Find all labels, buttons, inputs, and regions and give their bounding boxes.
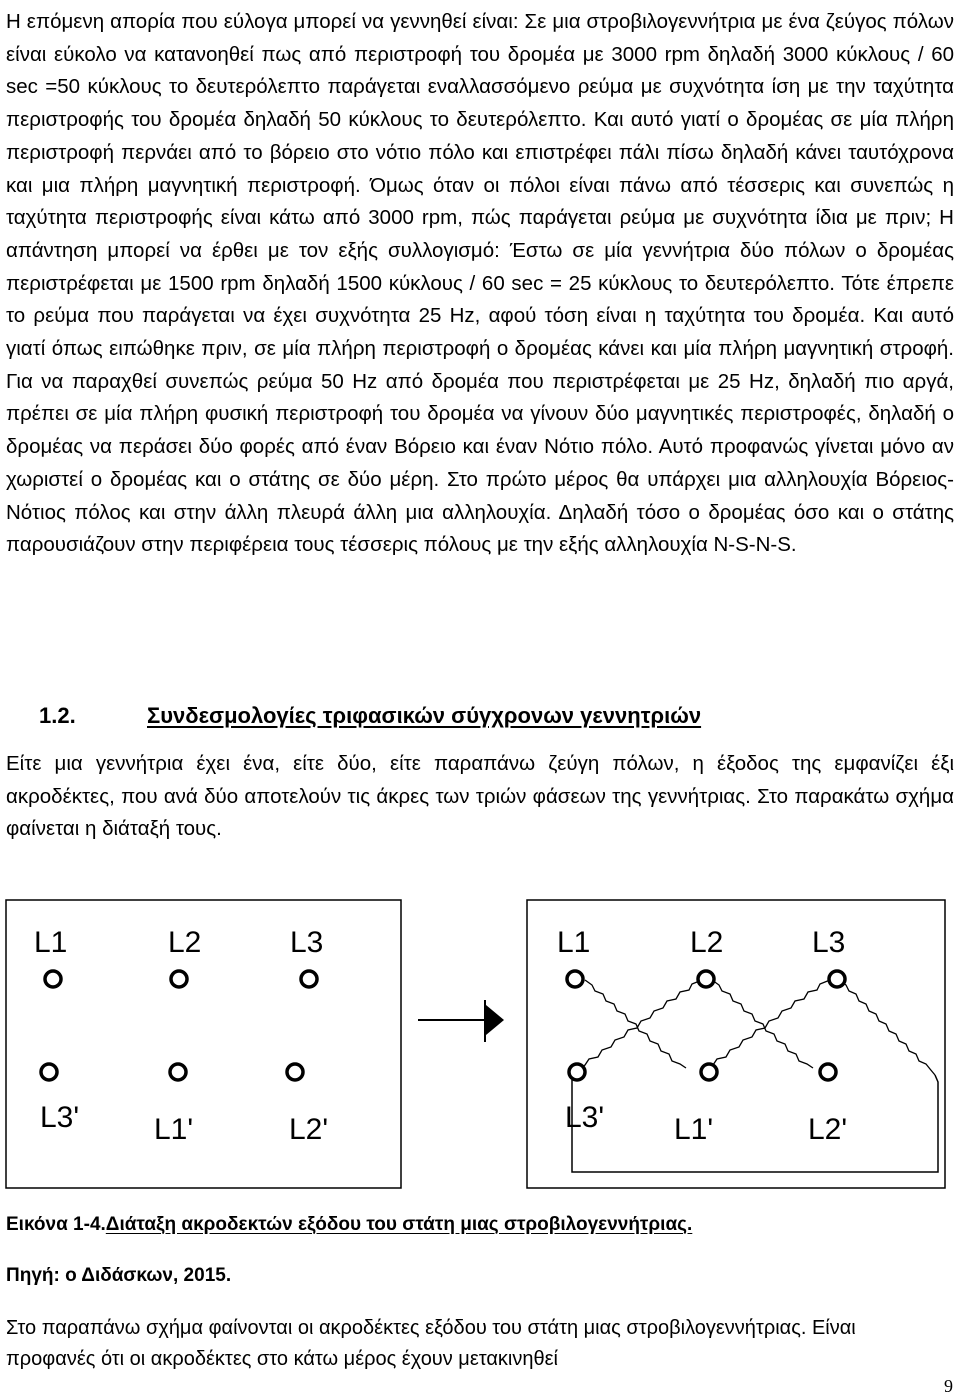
right-terminal-l2-prime: [820, 1064, 836, 1080]
right-terminal-l1: [567, 971, 583, 987]
arrow-icon: [418, 1000, 504, 1042]
right-terminal-l3-prime: [569, 1064, 585, 1080]
left-label-l1: L1: [34, 926, 68, 959]
section-heading: [39, 703, 701, 729]
figure-source: Πηγή: ο Διδάσκων, 2015.: [6, 1265, 232, 1286]
left-terminal-l3: [301, 971, 317, 987]
section-number: 1.2.: [39, 703, 76, 728]
coil-winding-3: [585, 980, 686, 1068]
right-label-l2-prime: L2': [808, 1113, 848, 1146]
right-label-l3-prime: L3': [565, 1101, 605, 1134]
right-label-l1: L1: [557, 926, 591, 959]
coil-winding-2: [708, 980, 830, 1069]
coil-winding-5: [840, 980, 935, 1075]
left-label-l3: L3: [290, 926, 324, 959]
section-title: Συνδεσμολογίες τριφασικών σύγχρονων γεννητριών: [147, 703, 702, 728]
coil-winding-1: [580, 980, 702, 1069]
right-label-l3: L3: [812, 926, 846, 959]
page-number: 9: [944, 1376, 953, 1396]
left-terminal-l1: [45, 971, 61, 987]
left-panel: [6, 900, 401, 1188]
right-terminal-l3: [829, 971, 845, 987]
left-terminal-l2-prime: [287, 1064, 303, 1080]
right-label-l2: L2: [690, 926, 724, 959]
right-panel: [527, 900, 945, 1188]
caption-prefix: Εικόνα 1-4.: [6, 1214, 106, 1235]
left-label-l3-prime: L3': [40, 1101, 80, 1134]
closing-paragraph: Στο παραπάνω σχήμα φαίνονται οι ακροδέκτες εξόδου του στάτη μιας στροβιλογεννήτριας. Είναι προφανές ότι οι ακροδέκτες στο κάτω μέρος έχουν μετακινηθεί: [6, 1317, 856, 1370]
intro-paragraph: Η επόμενη απορία που εύλογα μπορεί να γεννηθεί είναι: Σε μια στροβιλογεννήτρια με ένα ζεύγος πόλων είναι εύκολο να κατανοηθεί πως από περιστροφή του δρομέα με 3000 rpm δηλαδή 3000 κύκλους / 60 sec =50 κύκλους το δευτερόλεπτο παράγεται εναλλασσόμενο ρεύμα με συχνότητα ίση με την ταχύτητα περιστροφής του δρομέα δηλαδή 50 κύκλους το δευτερόλεπτο. Και αυτό γιατί ο δρομέας σε μία πλήρη περιστροφή περνάει από το βόρειο στο νότιο πόλο και επιστρέφει πάλι πίσω δηλαδή κάνει ταυτόχρονα και μια πλήρη μαγνητική περιστροφή. Όμως όταν οι πόλοι είναι πάνω από τέσσερις και συνεπώς η ταχύτητα περιστροφής είναι κάτω από 3000 rpm, πώς παράγεται ρεύμα με συχνότητα ίδια με πριν; Η απάντηση μπορεί να έρθει με τον εξής συλλογισμό: Έστω σε μία γεννήτρια δύο πόλων ο δρομέας περιστρέφεται με 1500 rpm δηλαδή 1500 κύκλους / 60 sec = 25 κύκλους το δευτερόλεπτο. Τότε έπρεπε το ρεύμα που παράγεται να έχει συχνότητα 25 Hz, αφού τόση είναι η ταχύτητα του δρομέα. Και αυτό γιατί όπως ειπώθηκε πριν, σε μία πλήρη περιστροφή ο δρομέας κάνει και μία πλήρη μαγνητική στροφή. Για να παραχθεί συνεπώς ρεύμα 50 Hz από δρομέα που περιστρέφεται με 25 Hz, δηλαδή πιο αργά, πρέπει σε μία πλήρη φυσική περιστροφή του δρομέα να γίνουν δύο μαγνητικές περιστροφές, δηλαδή ο δρομέας να περάσει δύο φορές από έναν Βόρειο και έναν Νότιο πόλο. Αυτό προφανώς γίνεται μόνο αν χωριστεί ο δρομέας και ο στάτης σε δύο μέρη. Στο πρώτο μέρος θα υπάρχει μια αλληλουχία Βόρειος-Νότιος πόλος και στην άλλη πλευρά άλλη μια αλληλουχία. Δηλαδή τόσο ο δρομέας όσο και ο στάτης παρουσιάζουν στην περιφέρεια τους τέσσερις πόλους με την εξής αλληλουχία N-S-N-S.: [6, 10, 954, 557]
stator-terminals-diagram: [0, 880, 960, 1200]
left-label-l2: L2: [168, 926, 202, 959]
left-terminal-l2: [171, 971, 187, 987]
left-terminal-l1-prime: [170, 1064, 186, 1080]
figure-caption: [6, 1214, 692, 1236]
left-label-l1-prime: L1': [154, 1113, 194, 1146]
left-terminal-l3-prime: [41, 1064, 57, 1080]
caption-text: Διάταξη ακροδεκτών εξόδου του στάτη μιας στροβιλογεννήτριας.: [105, 1214, 693, 1235]
right-terminal-l2: [698, 971, 714, 987]
terminals-paragraph: Είτε μια γεννήτρια έχει ένα, είτε δύο, είτε παραπάνω ζεύγη πόλων, η έξοδος της εμφανίζει έξι ακροδέκτες, που ανά δύο αποτελούν τις άκρες των τριών φάσεων της γεννήτριας. Στο παρακάτω σχήμα φαίνεται η διάταξή τους.: [6, 752, 954, 841]
return-wire: [572, 1075, 938, 1172]
right-terminal-l1-prime: [701, 1064, 717, 1080]
right-label-l1-prime: L1': [674, 1113, 714, 1146]
left-label-l2-prime: L2': [289, 1113, 329, 1146]
